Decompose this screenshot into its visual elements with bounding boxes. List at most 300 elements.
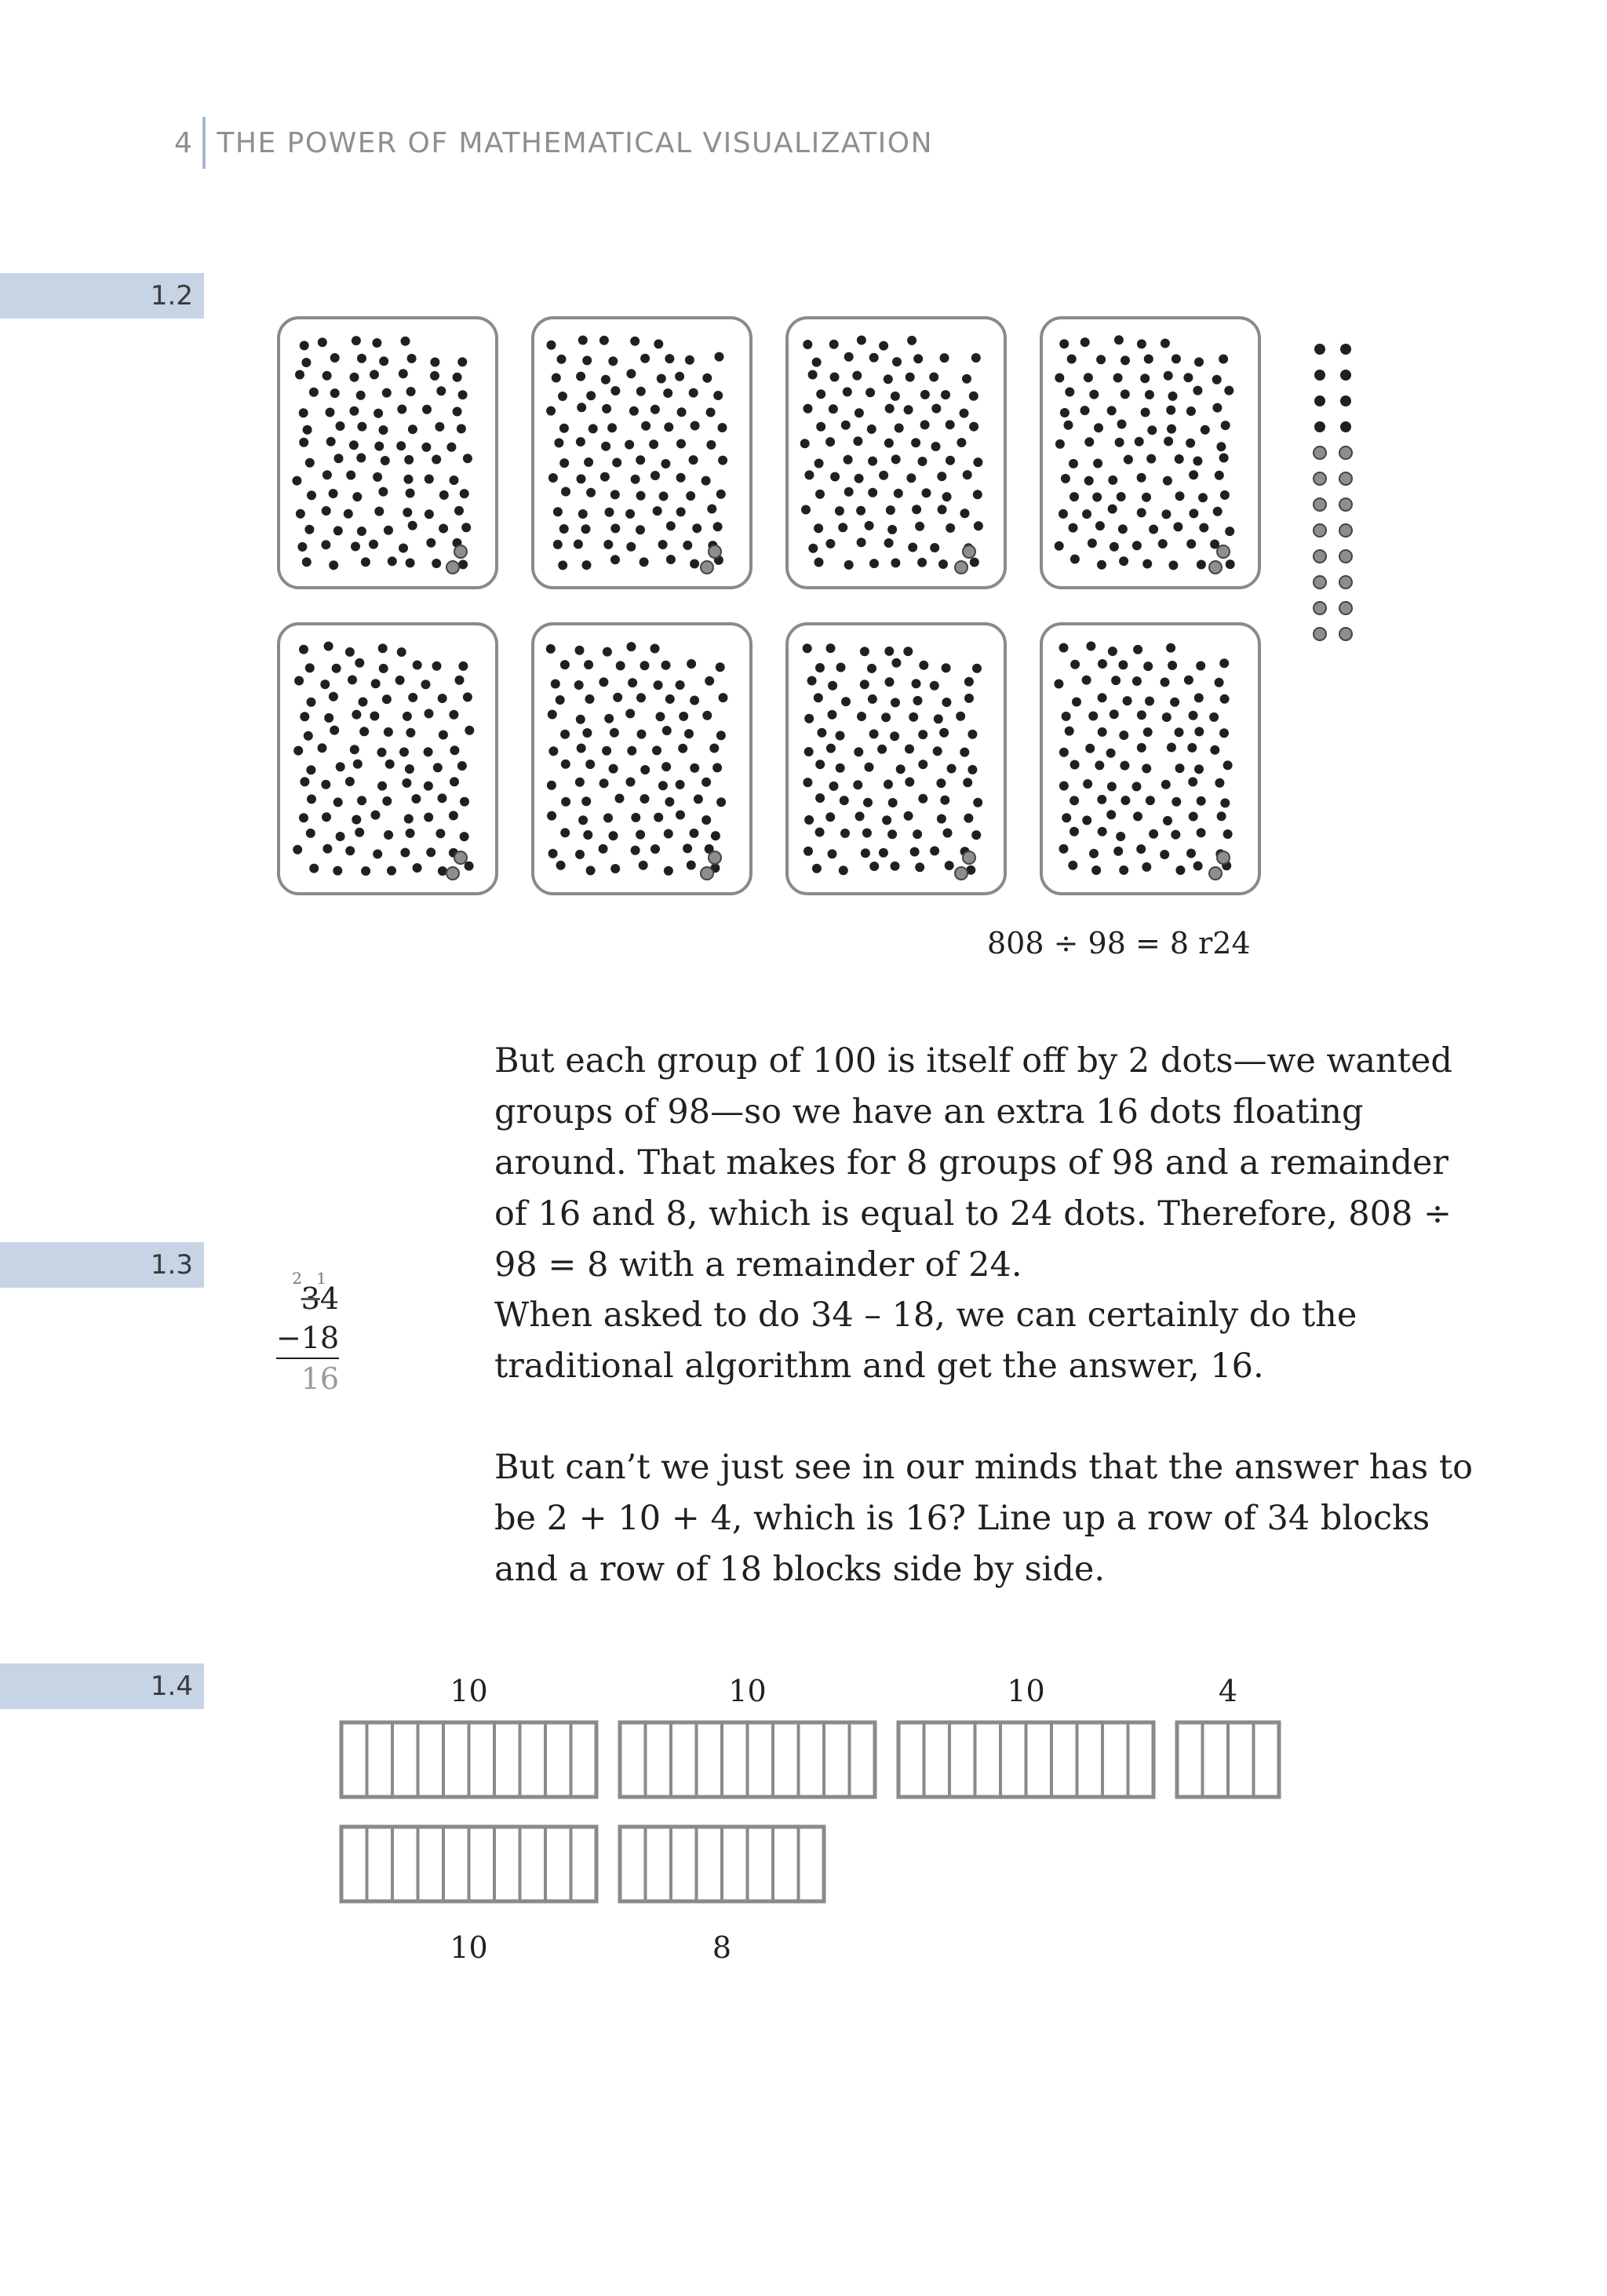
black-dot (913, 354, 923, 363)
black-dot (334, 454, 344, 463)
black-dot (840, 829, 850, 838)
black-dot (946, 420, 955, 429)
black-dot (855, 811, 865, 821)
black-dot (939, 728, 949, 738)
black-dot (439, 524, 448, 534)
black-dot (585, 760, 595, 769)
black-dot (964, 814, 973, 823)
black-dot (336, 421, 345, 431)
black-dot (307, 490, 316, 500)
black-dot (371, 679, 381, 688)
black-dot (399, 747, 409, 756)
black-dot (654, 813, 663, 822)
black-dot (1186, 439, 1195, 448)
black-dot (1060, 408, 1070, 417)
black-dot (962, 374, 971, 384)
black-dot (1219, 454, 1229, 463)
black-dot (884, 538, 894, 548)
black-dot (1062, 712, 1071, 721)
black-dot (882, 815, 891, 825)
block-group (620, 1827, 824, 1901)
black-dot (828, 681, 837, 691)
gray-dot (1339, 472, 1352, 485)
black-dot (1085, 744, 1095, 753)
black-dot (890, 731, 899, 741)
black-dot (637, 730, 647, 739)
black-dot (662, 726, 672, 735)
black-dot (826, 643, 836, 653)
black-dot (884, 374, 893, 384)
black-dot (355, 828, 364, 837)
black-dot (676, 473, 686, 483)
black-dot (577, 744, 586, 753)
black-dot (912, 505, 921, 514)
black-dot (918, 794, 927, 804)
black-dot (803, 340, 812, 349)
black-dot (344, 509, 353, 519)
black-dot (406, 829, 415, 838)
gray-dot (1217, 545, 1230, 558)
black-dot (865, 521, 874, 530)
black-dot (666, 555, 676, 564)
black-dot (840, 796, 849, 805)
black-dot (931, 442, 941, 451)
black-dot (404, 475, 414, 484)
black-dot (815, 793, 825, 803)
black-dot (1173, 522, 1182, 531)
black-dot (465, 862, 474, 871)
gray-dot (963, 851, 975, 864)
black-dot (903, 647, 913, 656)
black-dot (1061, 474, 1070, 483)
black-dot (1220, 694, 1230, 704)
black-dot (892, 357, 902, 366)
black-dot (1119, 556, 1128, 566)
black-dot (884, 439, 894, 448)
black-dot (629, 406, 639, 416)
black-dot (650, 405, 660, 414)
black-dot (1141, 408, 1150, 417)
gray-dot (1339, 550, 1352, 563)
black-dot (403, 712, 412, 721)
gray-dot (1339, 628, 1352, 640)
block-group (1177, 1722, 1279, 1797)
black-dot (938, 559, 948, 569)
black-dot (397, 647, 406, 657)
black-dot (1201, 425, 1210, 435)
black-dot (804, 714, 814, 723)
black-dot (458, 661, 468, 671)
black-dot (395, 676, 405, 685)
black-dot (690, 829, 699, 838)
black-dot (836, 663, 846, 672)
black-dot (886, 505, 895, 515)
black-dot (601, 442, 610, 451)
black-dot (877, 745, 887, 754)
black-dot (659, 491, 669, 501)
black-dot (706, 408, 716, 417)
black-dot (625, 509, 635, 519)
leftover-dot-column (1314, 344, 1352, 640)
black-dot (1186, 406, 1196, 416)
black-dot (356, 391, 366, 400)
black-dot (613, 693, 622, 702)
subtraction-algorithm (276, 1271, 339, 1398)
black-dot (404, 815, 414, 824)
black-dot (336, 762, 345, 771)
black-dot (1113, 374, 1123, 383)
black-dot (556, 861, 566, 870)
black-dot (460, 489, 469, 498)
black-dot (603, 540, 613, 549)
black-dot (1215, 678, 1224, 687)
black-dot (904, 405, 913, 414)
black-dot (1086, 641, 1095, 651)
black-dot (1096, 355, 1106, 364)
black-dot (1188, 777, 1197, 786)
black-dot (825, 539, 835, 548)
black-dot (815, 760, 825, 769)
gray-dot (1339, 498, 1352, 511)
black-dot (713, 522, 723, 531)
black-dot (687, 659, 696, 669)
black-dot (1065, 727, 1074, 736)
gray-dot (709, 851, 721, 864)
black-dot (665, 797, 674, 807)
black-dot (1069, 459, 1078, 468)
black-dot (1172, 797, 1181, 807)
black-dot (885, 404, 895, 414)
black-dot (559, 524, 569, 534)
black-dot (853, 436, 862, 446)
black-dot (305, 663, 315, 672)
black-dot (689, 455, 698, 465)
black-dot (814, 459, 824, 468)
black-dot (589, 424, 598, 433)
black-dot (666, 521, 676, 530)
black-dot (865, 763, 874, 772)
black-dot (378, 643, 388, 653)
black-dot (640, 794, 650, 804)
black-dot (581, 796, 591, 806)
black-dot (654, 339, 663, 348)
black-dot (1092, 493, 1102, 502)
dot-group (279, 318, 497, 588)
gray-dot (1314, 576, 1326, 589)
black-dot (1070, 492, 1079, 501)
black-dot (804, 847, 813, 856)
black-dot (967, 765, 977, 774)
black-dot (1055, 541, 1064, 551)
black-dot (609, 764, 618, 774)
black-dot (1069, 523, 1078, 533)
black-dot (306, 829, 315, 838)
black-dot (918, 730, 927, 739)
black-dot (575, 646, 585, 655)
black-dot (690, 559, 699, 569)
dot-groups-figure (267, 310, 1365, 922)
black-dot (455, 676, 465, 685)
black-dot (446, 443, 456, 452)
black-dot (1088, 538, 1097, 548)
black-dot (940, 796, 949, 805)
black-dot (908, 543, 917, 552)
black-dot (397, 405, 406, 414)
running-header (174, 119, 933, 166)
black-dot (650, 471, 660, 480)
black-dot (361, 557, 370, 567)
minuend-ones: 4 (319, 1281, 339, 1316)
black-dot (426, 847, 435, 857)
black-dot (1219, 355, 1228, 364)
black-dot (844, 352, 854, 362)
black-dot (578, 336, 588, 345)
gray-dot (1314, 446, 1326, 459)
black-dot (701, 476, 711, 486)
black-dot (929, 373, 938, 382)
black-dot (971, 353, 981, 363)
black-dot (922, 488, 931, 497)
black-dot (718, 423, 727, 432)
black-dot (609, 831, 618, 840)
black-dot (1136, 844, 1146, 854)
block-group (898, 1722, 1153, 1797)
black-dot (435, 829, 445, 838)
black-dot (603, 647, 612, 657)
black-dot (707, 505, 716, 514)
black-dot (868, 694, 877, 704)
black-dot (372, 338, 381, 348)
black-dot (1149, 829, 1158, 839)
black-dot (676, 680, 685, 690)
black-dot (582, 728, 592, 738)
black-dot (936, 778, 946, 788)
black-dot (320, 680, 330, 689)
subtrahend: −18 (276, 1318, 339, 1359)
black-dot (1212, 403, 1222, 413)
block-count-label: 10 (450, 1930, 488, 1965)
black-dot (839, 866, 848, 875)
black-dot (835, 506, 844, 516)
black-dot (307, 698, 316, 707)
black-dot (930, 681, 939, 691)
black-dot (814, 558, 824, 567)
black-dot (656, 712, 665, 721)
black-dot (599, 336, 609, 345)
black-dot (661, 661, 671, 670)
black-dot (705, 676, 714, 686)
black-dot (1070, 796, 1079, 805)
gray-dot (955, 867, 967, 880)
black-dot (960, 508, 970, 518)
black-dot (718, 456, 727, 465)
black-dot (658, 781, 668, 790)
black-dot (574, 540, 583, 549)
black-dot (942, 663, 951, 672)
black-dot (1194, 693, 1204, 702)
black-dot (706, 440, 716, 450)
gray-dot (1314, 498, 1326, 511)
black-dot (1193, 862, 1203, 871)
black-dot (1082, 676, 1091, 685)
black-dot (689, 388, 698, 398)
black-dot (1175, 727, 1184, 737)
dot-group (279, 624, 497, 894)
gray-dot (454, 545, 467, 558)
black-dot (558, 392, 567, 401)
black-dot (1164, 371, 1173, 381)
black-dot (636, 525, 645, 534)
black-dot (322, 371, 332, 381)
black-dot (664, 422, 673, 432)
black-dot (1118, 524, 1128, 534)
black-dot (854, 747, 863, 756)
black-dot (322, 844, 332, 854)
black-dot (330, 353, 340, 363)
black-dot (841, 421, 851, 430)
black-dot (465, 726, 474, 735)
black-dot (1212, 375, 1222, 384)
black-dot (1219, 658, 1229, 668)
black-dot (1145, 697, 1154, 706)
black-dot (868, 488, 877, 497)
black-dot (548, 849, 558, 858)
gray-dot (701, 561, 713, 574)
black-dot (691, 421, 700, 431)
black-dot (869, 862, 879, 871)
black-dot (852, 371, 862, 381)
black-dot (581, 524, 591, 534)
black-dot (860, 647, 869, 656)
black-dot (1194, 357, 1204, 366)
black-dot (844, 455, 853, 465)
black-dot (612, 458, 621, 468)
black-dot (1142, 493, 1151, 502)
black-dot (399, 369, 408, 378)
black-dot (884, 647, 894, 656)
black-dot (891, 454, 901, 464)
black-dot (829, 782, 839, 791)
black-dot (1215, 471, 1224, 480)
black-dot (1115, 438, 1124, 447)
black-dot (1059, 509, 1068, 519)
black-dot (1137, 339, 1146, 348)
black-dot (915, 862, 924, 872)
block-count-label: 10 (450, 1674, 488, 1708)
black-dot (333, 866, 342, 876)
black-dot (350, 745, 359, 754)
black-dot (969, 392, 978, 401)
black-dot (435, 422, 444, 432)
black-dot (627, 746, 636, 756)
black-dot (713, 391, 723, 400)
black-dot (1055, 439, 1065, 449)
black-dot (439, 490, 449, 500)
black-dot (450, 476, 459, 485)
black-dot (554, 438, 563, 447)
black-dot (463, 692, 472, 702)
black-dot (413, 661, 422, 670)
black-dot (888, 798, 898, 807)
black-dot (1137, 710, 1146, 720)
black-dot (636, 455, 645, 465)
gray-dot (1339, 602, 1352, 614)
black-dot (1186, 849, 1196, 858)
black-dot (972, 664, 982, 673)
black-dot (934, 714, 943, 723)
black-dot (324, 642, 333, 651)
black-dot (616, 661, 625, 670)
black-dot (1059, 782, 1069, 791)
black-dot (1193, 457, 1202, 466)
black-dot (664, 829, 673, 839)
black-dot (626, 778, 636, 787)
black-dot (940, 353, 949, 363)
black-dot (560, 730, 570, 739)
black-dot (430, 371, 439, 381)
black-dot (639, 861, 648, 870)
black-dot (425, 709, 434, 718)
black-dot (677, 407, 687, 417)
black-dot (1110, 709, 1119, 719)
black-dot (664, 866, 673, 876)
black-dot (885, 677, 895, 687)
black-dot (384, 830, 393, 840)
black-dot (829, 340, 839, 349)
black-dot (716, 490, 726, 499)
black-dot (946, 456, 955, 465)
black-dot (413, 863, 422, 873)
black-dot (406, 489, 415, 498)
black-dot (1070, 660, 1080, 669)
black-dot (907, 336, 916, 345)
black-dot (694, 794, 703, 804)
black-dot (1113, 847, 1123, 856)
black-dot (804, 747, 814, 756)
black-dot (1082, 509, 1091, 519)
black-dot (836, 764, 845, 773)
black-dot (702, 374, 712, 383)
black-dot (1097, 795, 1106, 804)
black-dot (686, 491, 695, 501)
black-dot (826, 744, 836, 753)
black-dot (1117, 420, 1127, 429)
black-dot (1070, 827, 1079, 836)
black-dot (1082, 815, 1091, 825)
gray-dot (701, 867, 713, 880)
black-dot (920, 420, 930, 429)
block-group (341, 1722, 596, 1797)
black-dot (1098, 727, 1107, 737)
black-dot (676, 439, 686, 449)
black-dot (1163, 816, 1172, 825)
figure-label-1-4: 1.4 (0, 1664, 204, 1709)
black-dot (719, 693, 728, 702)
black-dot (879, 471, 888, 480)
black-dot (801, 505, 811, 515)
gray-dot (1314, 628, 1326, 640)
black-dot (684, 729, 694, 738)
black-dot (1225, 527, 1234, 536)
black-dot (881, 712, 891, 722)
black-dot (636, 387, 646, 396)
black-dot (432, 559, 441, 568)
black-dot (628, 678, 637, 687)
black-dot (599, 677, 608, 687)
black-dot (709, 744, 719, 753)
black-dot (663, 388, 672, 398)
black-dot (458, 390, 468, 399)
